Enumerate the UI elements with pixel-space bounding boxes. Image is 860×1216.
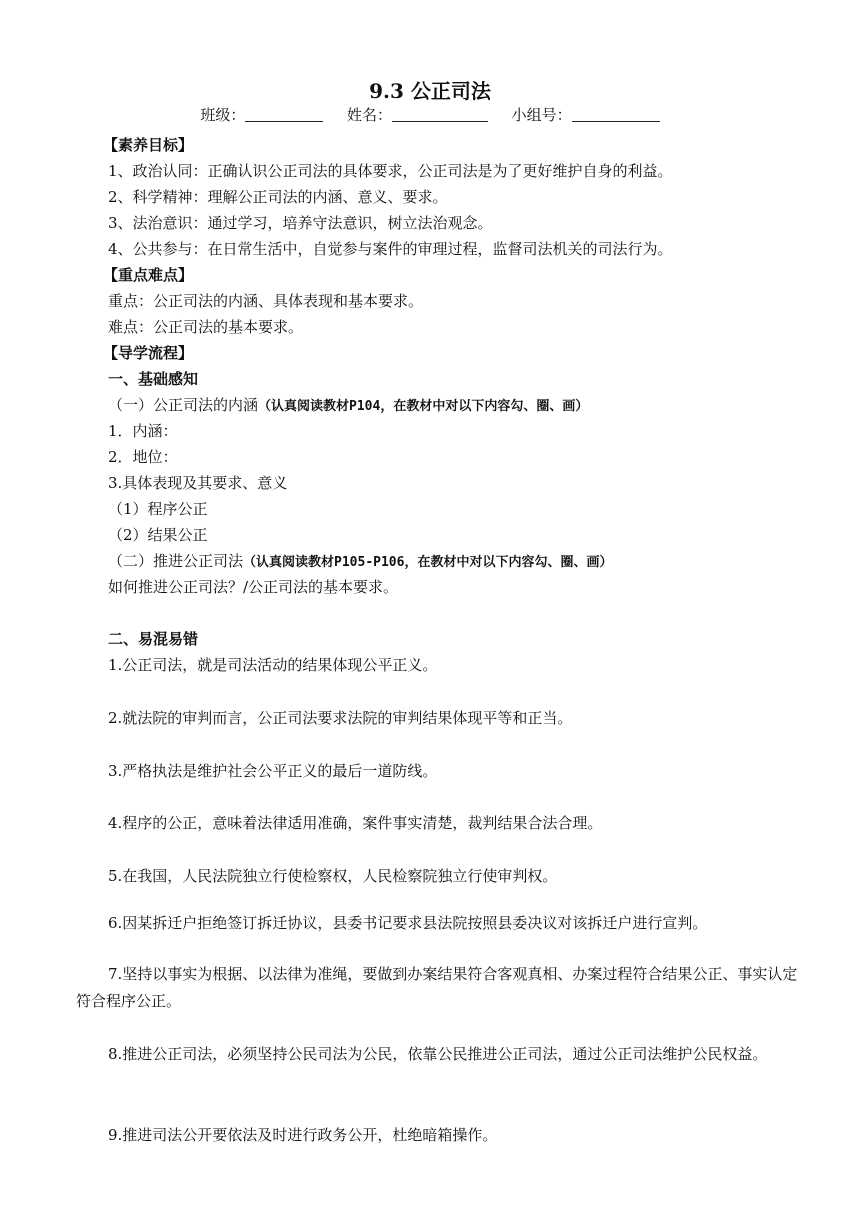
name-blank[interactable] xyxy=(392,107,488,122)
group-label: 小组号： xyxy=(511,106,572,124)
judgment-item: 2.就法院的审判而言，公正司法要求法院的审判结果体现平等和正当。 xyxy=(108,709,573,727)
page-title: 9.3 公正司法 xyxy=(369,79,491,103)
reading-instruction-note: （认真阅读教材P104，在教材中对以下内容勾、圈、画） xyxy=(258,399,589,414)
goal-item: 3、法治意识：通过学习，培养守法意识，树立法治观念。 xyxy=(108,214,493,232)
fill-line-procedural-justice: （1）程序公正 xyxy=(108,500,208,518)
fill-line-connotation: 1．内涵： xyxy=(108,422,178,440)
judgment-item: 9.推进司法公开要依法及时进行政务公开，杜绝暗箱操作。 xyxy=(108,1126,498,1144)
judgment-item: 4.程序的公正，意味着法律适用准确，案件事实清楚，裁判结果合法合理。 xyxy=(108,814,603,832)
fill-line-result-justice: （2）结果公正 xyxy=(108,526,208,544)
judgment-item: 7.坚持以事实为根据、以法律为准绳，要做到办案结果符合客观真相、办案过程符合结果公正、事实认定符合程序公正。 xyxy=(76,965,798,1010)
judgment-item: 1.公正司法，就是司法活动的结果体现公平正义。 xyxy=(108,656,438,674)
fill-line-status: 2．地位： xyxy=(108,448,178,466)
basic-perception-heading: 一、基础感知 xyxy=(108,370,199,388)
goals-heading: 【素养目标】 xyxy=(103,136,194,154)
flow-heading: 【导学流程】 xyxy=(103,344,194,362)
subsection-promote xyxy=(108,551,612,573)
difficulty-item: 难点：公正司法的基本要求。 xyxy=(108,318,304,336)
goal-item: 2、科学精神：理解公正司法的内涵、意义、要求。 xyxy=(108,188,448,206)
key-points-heading: 【重点难点】 xyxy=(103,266,194,284)
promote-question: 如何推进公正司法？/公正司法的基本要求。 xyxy=(108,578,399,596)
judgment-item: 6.因某拆迁户拒绝签订拆迁协议，县委书记要求县法院按照县委决议对该拆迁户进行宣判。 xyxy=(108,914,708,932)
reading-instruction-note: （认真阅读教材P105-P106，在教材中对以下内容勾、圈、画） xyxy=(243,555,613,570)
subsection-connotation-label: （一）公正司法的内涵 xyxy=(108,396,259,414)
class-blank[interactable] xyxy=(245,107,323,122)
group-blank[interactable] xyxy=(572,107,660,122)
judgment-item: 8.推进公正司法，必须坚持公民司法为公民，依靠公民推进公正司法，通过公正司法维护公民权益。 xyxy=(108,1045,768,1063)
key-point-item: 重点：公正司法的内涵、具体表现和基本要求。 xyxy=(108,292,424,310)
judgment-item: 3.严格执法是维护社会公平正义的最后一道防线。 xyxy=(108,762,438,780)
fill-line-manifestation: 3.具体表现及其要求、意义 xyxy=(108,474,288,492)
class-label: 班级： xyxy=(200,106,246,124)
student-info-line xyxy=(0,104,860,125)
judgment-item: 5.在我国，人民法院独立行使检察权，人民检察院独立行使审判权。 xyxy=(108,867,558,885)
goal-item: 1、政治认同：正确认识公正司法的具体要求，公正司法是为了更好维护自身的利益。 xyxy=(108,162,673,180)
subsection-connotation xyxy=(108,395,588,417)
goal-item: 4、公共参与：在日常生活中，自觉参与案件的审理过程，监督司法机关的司法行为。 xyxy=(108,240,673,258)
confusion-heading: 二、易混易错 xyxy=(108,630,199,648)
subsection-promote-label: （二）推进公正司法 xyxy=(108,552,244,570)
name-label: 姓名： xyxy=(346,106,392,124)
